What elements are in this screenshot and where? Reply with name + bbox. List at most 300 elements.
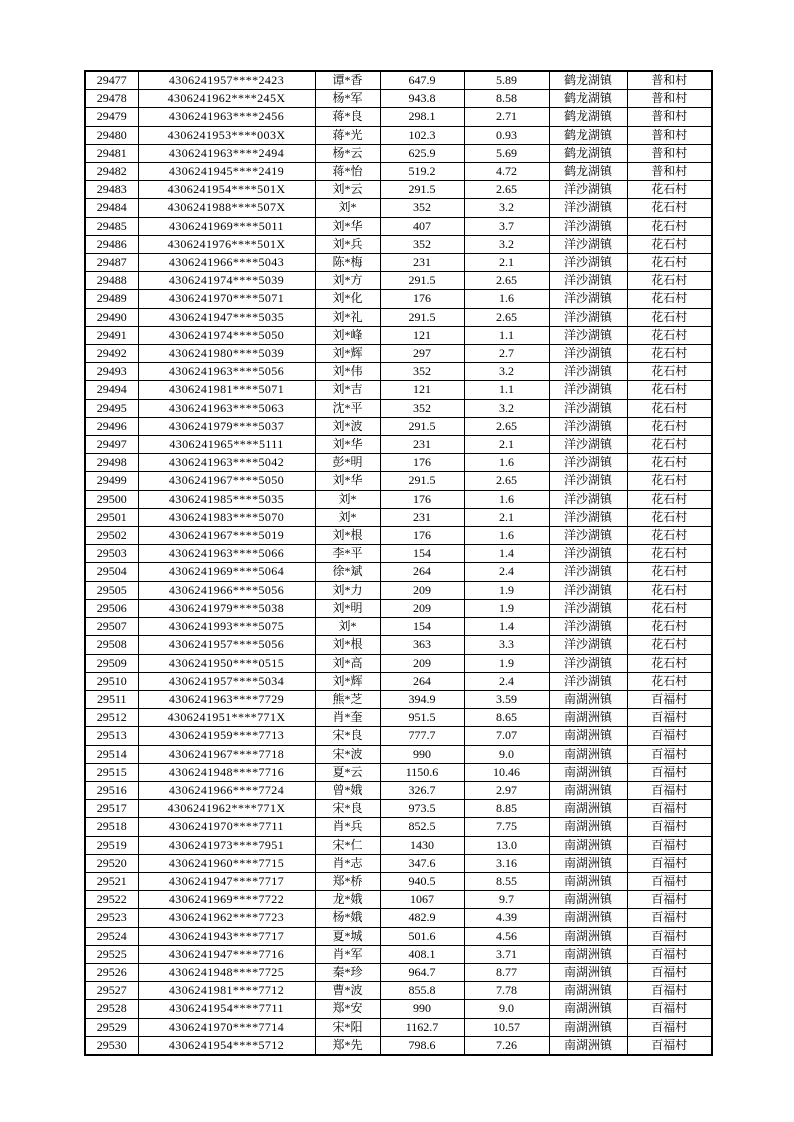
cell-town: 南湖洲镇 xyxy=(549,1036,627,1055)
cell-village: 百福村 xyxy=(627,745,712,763)
cell-seq-number: 29514 xyxy=(85,745,138,763)
cell-town: 洋沙湖镇 xyxy=(549,581,627,599)
table-row xyxy=(85,654,712,672)
cell-seq-number: 29491 xyxy=(85,326,138,344)
cell-amount: 394.9 xyxy=(380,690,464,708)
cell-amount: 1150.6 xyxy=(380,763,464,781)
cell-masked-id: 4306241943****7717 xyxy=(138,927,315,945)
cell-amount: 482.9 xyxy=(380,909,464,927)
cell-village: 普和村 xyxy=(627,163,712,181)
cell-seq-number: 29527 xyxy=(85,982,138,1000)
cell-quantity: 9.0 xyxy=(464,745,549,763)
cell-masked-id: 4306241979****5038 xyxy=(138,599,315,617)
cell-masked-id: 4306241981****5071 xyxy=(138,381,315,399)
cell-masked-name: 谭*香 xyxy=(315,71,380,90)
cell-amount: 408.1 xyxy=(380,945,464,963)
cell-masked-id: 4306241959****7713 xyxy=(138,727,315,745)
cell-village: 花石村 xyxy=(627,254,712,272)
cell-village: 花石村 xyxy=(627,363,712,381)
cell-amount: 176 xyxy=(380,490,464,508)
table-row xyxy=(85,345,712,363)
cell-seq-number: 29477 xyxy=(85,71,138,90)
cell-quantity: 3.3 xyxy=(464,636,549,654)
cell-masked-name: 刘*辉 xyxy=(315,345,380,363)
table-row xyxy=(85,1036,712,1055)
cell-amount: 964.7 xyxy=(380,963,464,981)
cell-masked-name: 曹*波 xyxy=(315,982,380,1000)
cell-masked-name: 夏*城 xyxy=(315,927,380,945)
cell-seq-number: 29498 xyxy=(85,454,138,472)
cell-seq-number: 29486 xyxy=(85,235,138,253)
cell-masked-id: 4306241947****5035 xyxy=(138,308,315,326)
cell-quantity: 5.89 xyxy=(464,71,549,90)
table-row xyxy=(85,472,712,490)
cell-seq-number: 29484 xyxy=(85,199,138,217)
cell-quantity: 1.9 xyxy=(464,581,549,599)
cell-amount: 501.6 xyxy=(380,927,464,945)
table-row xyxy=(85,181,712,199)
cell-town: 南湖洲镇 xyxy=(549,927,627,945)
table-row xyxy=(85,163,712,181)
cell-town: 洋沙湖镇 xyxy=(549,563,627,581)
cell-seq-number: 29506 xyxy=(85,599,138,617)
cell-village: 花石村 xyxy=(627,472,712,490)
cell-masked-id: 4306241953****003X xyxy=(138,126,315,144)
cell-masked-id: 4306241985****5035 xyxy=(138,490,315,508)
cell-masked-id: 4306241954****7711 xyxy=(138,1000,315,1018)
cell-masked-name: 陈*梅 xyxy=(315,254,380,272)
cell-amount: 176 xyxy=(380,527,464,545)
cell-masked-id: 4306241957****5056 xyxy=(138,636,315,654)
cell-quantity: 2.65 xyxy=(464,472,549,490)
cell-town: 洋沙湖镇 xyxy=(549,217,627,235)
cell-seq-number: 29524 xyxy=(85,927,138,945)
cell-village: 花石村 xyxy=(627,581,712,599)
cell-seq-number: 29513 xyxy=(85,727,138,745)
table-row xyxy=(85,963,712,981)
cell-quantity: 1.4 xyxy=(464,618,549,636)
cell-amount: 297 xyxy=(380,345,464,363)
cell-masked-id: 4306241963****2494 xyxy=(138,144,315,162)
cell-town: 洋沙湖镇 xyxy=(549,199,627,217)
cell-town: 洋沙湖镇 xyxy=(549,636,627,654)
cell-seq-number: 29487 xyxy=(85,254,138,272)
cell-masked-name: 宋*良 xyxy=(315,727,380,745)
cell-village: 花石村 xyxy=(627,199,712,217)
cell-seq-number: 29515 xyxy=(85,763,138,781)
cell-masked-name: 彭*明 xyxy=(315,454,380,472)
table-row xyxy=(85,1000,712,1018)
cell-masked-id: 4306241969****5011 xyxy=(138,217,315,235)
cell-masked-name: 秦*珍 xyxy=(315,963,380,981)
cell-masked-id: 4306241962****771X xyxy=(138,800,315,818)
cell-masked-name: 宋*仁 xyxy=(315,836,380,854)
cell-quantity: 4.56 xyxy=(464,927,549,945)
table-row xyxy=(85,254,712,272)
cell-amount: 973.5 xyxy=(380,800,464,818)
cell-masked-id: 4306241966****7724 xyxy=(138,781,315,799)
cell-masked-id: 4306241979****5037 xyxy=(138,417,315,435)
table-row xyxy=(85,399,712,417)
cell-amount: 154 xyxy=(380,618,464,636)
cell-amount: 1067 xyxy=(380,891,464,909)
cell-amount: 347.6 xyxy=(380,854,464,872)
cell-masked-id: 4306241963****7729 xyxy=(138,690,315,708)
cell-masked-id: 4306241963****2456 xyxy=(138,108,315,126)
cell-amount: 264 xyxy=(380,672,464,690)
cell-masked-id: 4306241963****5063 xyxy=(138,399,315,417)
cell-masked-name: 刘*伟 xyxy=(315,363,380,381)
cell-quantity: 8.65 xyxy=(464,709,549,727)
cell-quantity: 2.1 xyxy=(464,254,549,272)
cell-masked-name: 刘*云 xyxy=(315,181,380,199)
cell-seq-number: 29507 xyxy=(85,618,138,636)
cell-masked-id: 4306241962****245X xyxy=(138,90,315,108)
cell-town: 南湖洲镇 xyxy=(549,836,627,854)
cell-quantity: 2.97 xyxy=(464,781,549,799)
cell-masked-id: 4306241967****5019 xyxy=(138,527,315,545)
cell-masked-id: 4306241947****7717 xyxy=(138,872,315,890)
table-row xyxy=(85,745,712,763)
cell-masked-id: 4306241954****5712 xyxy=(138,1036,315,1055)
cell-quantity: 7.26 xyxy=(464,1036,549,1055)
cell-village: 百福村 xyxy=(627,891,712,909)
cell-seq-number: 29481 xyxy=(85,144,138,162)
cell-village: 百福村 xyxy=(627,1036,712,1055)
cell-village: 花石村 xyxy=(627,563,712,581)
table-row xyxy=(85,235,712,253)
cell-masked-name: 刘*明 xyxy=(315,599,380,617)
cell-masked-id: 4306241950****0515 xyxy=(138,654,315,672)
table-row xyxy=(85,872,712,890)
cell-town: 洋沙湖镇 xyxy=(549,363,627,381)
cell-masked-name: 刘*礼 xyxy=(315,308,380,326)
cell-masked-id: 4306241973****7951 xyxy=(138,836,315,854)
cell-seq-number: 29500 xyxy=(85,490,138,508)
cell-masked-name: 刘*根 xyxy=(315,636,380,654)
cell-village: 花石村 xyxy=(627,381,712,399)
cell-amount: 363 xyxy=(380,636,464,654)
cell-amount: 1162.7 xyxy=(380,1018,464,1036)
cell-masked-name: 熊*芝 xyxy=(315,690,380,708)
cell-town: 洋沙湖镇 xyxy=(549,326,627,344)
cell-town: 南湖洲镇 xyxy=(549,800,627,818)
cell-quantity: 1.1 xyxy=(464,326,549,344)
cell-village: 百福村 xyxy=(627,690,712,708)
cell-masked-id: 4306241948****7725 xyxy=(138,963,315,981)
cell-town: 南湖洲镇 xyxy=(549,818,627,836)
table-row xyxy=(85,581,712,599)
cell-village: 花石村 xyxy=(627,217,712,235)
table-row xyxy=(85,217,712,235)
cell-masked-id: 4306241947****7716 xyxy=(138,945,315,963)
cell-seq-number: 29516 xyxy=(85,781,138,799)
cell-town: 洋沙湖镇 xyxy=(549,399,627,417)
cell-masked-name: 刘* xyxy=(315,199,380,217)
cell-masked-name: 郑*桥 xyxy=(315,872,380,890)
cell-quantity: 9.7 xyxy=(464,891,549,909)
cell-village: 百福村 xyxy=(627,781,712,799)
cell-quantity: 1.6 xyxy=(464,527,549,545)
cell-amount: 102.3 xyxy=(380,126,464,144)
cell-amount: 231 xyxy=(380,436,464,454)
cell-town: 鹤龙湖镇 xyxy=(549,71,627,90)
cell-town: 洋沙湖镇 xyxy=(549,654,627,672)
cell-seq-number: 29496 xyxy=(85,417,138,435)
cell-village: 花石村 xyxy=(627,399,712,417)
cell-masked-name: 刘* xyxy=(315,508,380,526)
table-row xyxy=(85,199,712,217)
cell-quantity: 1.6 xyxy=(464,290,549,308)
cell-masked-name: 肖*奎 xyxy=(315,709,380,727)
cell-quantity: 10.46 xyxy=(464,763,549,781)
cell-town: 鹤龙湖镇 xyxy=(549,163,627,181)
table-row xyxy=(85,144,712,162)
cell-masked-name: 肖*志 xyxy=(315,854,380,872)
cell-village: 百福村 xyxy=(627,927,712,945)
cell-quantity: 1.9 xyxy=(464,599,549,617)
cell-village: 普和村 xyxy=(627,126,712,144)
cell-seq-number: 29519 xyxy=(85,836,138,854)
cell-masked-id: 4306241966****5056 xyxy=(138,581,315,599)
cell-village: 百福村 xyxy=(627,836,712,854)
cell-town: 洋沙湖镇 xyxy=(549,672,627,690)
cell-seq-number: 29530 xyxy=(85,1036,138,1055)
cell-masked-id: 4306241963****5066 xyxy=(138,545,315,563)
cell-seq-number: 29510 xyxy=(85,672,138,690)
cell-amount: 352 xyxy=(380,199,464,217)
table-row xyxy=(85,363,712,381)
cell-village: 花石村 xyxy=(627,654,712,672)
cell-quantity: 7.75 xyxy=(464,818,549,836)
cell-seq-number: 29489 xyxy=(85,290,138,308)
cell-town: 洋沙湖镇 xyxy=(549,181,627,199)
cell-amount: 231 xyxy=(380,508,464,526)
cell-seq-number: 29528 xyxy=(85,1000,138,1018)
cell-village: 百福村 xyxy=(627,854,712,872)
cell-masked-id: 4306241951****771X xyxy=(138,709,315,727)
table-row xyxy=(85,709,712,727)
cell-town: 南湖洲镇 xyxy=(549,709,627,727)
cell-quantity: 7.07 xyxy=(464,727,549,745)
cell-village: 普和村 xyxy=(627,108,712,126)
cell-amount: 647.9 xyxy=(380,71,464,90)
cell-amount: 519.2 xyxy=(380,163,464,181)
cell-seq-number: 29526 xyxy=(85,963,138,981)
cell-quantity: 8.77 xyxy=(464,963,549,981)
cell-village: 花石村 xyxy=(627,417,712,435)
cell-quantity: 1.1 xyxy=(464,381,549,399)
cell-quantity: 0.93 xyxy=(464,126,549,144)
cell-seq-number: 29482 xyxy=(85,163,138,181)
cell-masked-name: 刘*华 xyxy=(315,217,380,235)
cell-village: 花石村 xyxy=(627,290,712,308)
cell-village: 百福村 xyxy=(627,709,712,727)
cell-masked-id: 4306241948****7716 xyxy=(138,763,315,781)
cell-masked-id: 4306241976****501X xyxy=(138,235,315,253)
cell-masked-name: 蒋*光 xyxy=(315,126,380,144)
cell-amount: 326.7 xyxy=(380,781,464,799)
cell-village: 花石村 xyxy=(627,672,712,690)
cell-village: 花石村 xyxy=(627,272,712,290)
cell-amount: 291.5 xyxy=(380,417,464,435)
cell-seq-number: 29517 xyxy=(85,800,138,818)
cell-masked-name: 刘* xyxy=(315,618,380,636)
cell-amount: 777.7 xyxy=(380,727,464,745)
table-row xyxy=(85,690,712,708)
table-row xyxy=(85,636,712,654)
cell-town: 洋沙湖镇 xyxy=(549,417,627,435)
cell-quantity: 2.71 xyxy=(464,108,549,126)
cell-amount: 209 xyxy=(380,581,464,599)
cell-quantity: 3.16 xyxy=(464,854,549,872)
cell-town: 南湖洲镇 xyxy=(549,1018,627,1036)
table-row xyxy=(85,891,712,909)
cell-masked-id: 4306241974****5050 xyxy=(138,326,315,344)
cell-masked-name: 曾*娥 xyxy=(315,781,380,799)
cell-amount: 625.9 xyxy=(380,144,464,162)
table-row xyxy=(85,545,712,563)
cell-quantity: 3.2 xyxy=(464,399,549,417)
cell-masked-id: 4306241969****5064 xyxy=(138,563,315,581)
cell-town: 南湖洲镇 xyxy=(549,872,627,890)
cell-town: 南湖洲镇 xyxy=(549,982,627,1000)
cell-town: 洋沙湖镇 xyxy=(549,254,627,272)
cell-masked-id: 4306241963****5042 xyxy=(138,454,315,472)
cell-seq-number: 29508 xyxy=(85,636,138,654)
cell-masked-name: 刘*方 xyxy=(315,272,380,290)
cell-quantity: 2.7 xyxy=(464,345,549,363)
cell-town: 洋沙湖镇 xyxy=(549,272,627,290)
cell-amount: 154 xyxy=(380,545,464,563)
table-row xyxy=(85,90,712,108)
cell-town: 洋沙湖镇 xyxy=(549,436,627,454)
cell-masked-name: 刘*高 xyxy=(315,654,380,672)
cell-town: 洋沙湖镇 xyxy=(549,472,627,490)
cell-amount: 352 xyxy=(380,235,464,253)
cell-town: 南湖洲镇 xyxy=(549,745,627,763)
cell-seq-number: 29509 xyxy=(85,654,138,672)
cell-seq-number: 29521 xyxy=(85,872,138,890)
cell-masked-id: 4306241967****7718 xyxy=(138,745,315,763)
cell-village: 花石村 xyxy=(627,636,712,654)
table-row xyxy=(85,727,712,745)
table-row xyxy=(85,945,712,963)
cell-masked-name: 宋*波 xyxy=(315,745,380,763)
cell-amount: 291.5 xyxy=(380,181,464,199)
cell-town: 洋沙湖镇 xyxy=(549,345,627,363)
table-row xyxy=(85,508,712,526)
cell-village: 百福村 xyxy=(627,945,712,963)
cell-masked-id: 4306241965****5111 xyxy=(138,436,315,454)
table-row xyxy=(85,108,712,126)
cell-quantity: 8.58 xyxy=(464,90,549,108)
cell-amount: 943.8 xyxy=(380,90,464,108)
cell-amount: 176 xyxy=(380,454,464,472)
cell-quantity: 9.0 xyxy=(464,1000,549,1018)
cell-masked-name: 刘* xyxy=(315,490,380,508)
table-row xyxy=(85,1018,712,1036)
cell-masked-id: 4306241981****7712 xyxy=(138,982,315,1000)
cell-amount: 990 xyxy=(380,1000,464,1018)
table-row xyxy=(85,854,712,872)
cell-town: 南湖洲镇 xyxy=(549,727,627,745)
cell-amount: 407 xyxy=(380,217,464,235)
cell-village: 花石村 xyxy=(627,599,712,617)
cell-masked-name: 蒋*怡 xyxy=(315,163,380,181)
cell-masked-name: 刘*峰 xyxy=(315,326,380,344)
cell-village: 百福村 xyxy=(627,1018,712,1036)
table-body xyxy=(85,71,712,1055)
cell-village: 百福村 xyxy=(627,1000,712,1018)
cell-masked-name: 刘*华 xyxy=(315,472,380,490)
table-row xyxy=(85,71,712,90)
cell-village: 花石村 xyxy=(627,436,712,454)
cell-town: 洋沙湖镇 xyxy=(549,618,627,636)
table-row xyxy=(85,326,712,344)
cell-seq-number: 29501 xyxy=(85,508,138,526)
cell-seq-number: 29495 xyxy=(85,399,138,417)
cell-masked-name: 肖*兵 xyxy=(315,818,380,836)
cell-seq-number: 29504 xyxy=(85,563,138,581)
cell-seq-number: 29520 xyxy=(85,854,138,872)
cell-village: 普和村 xyxy=(627,71,712,90)
table-row xyxy=(85,818,712,836)
cell-masked-id: 4306241988****507X xyxy=(138,199,315,217)
table-row xyxy=(85,781,712,799)
cell-town: 南湖洲镇 xyxy=(549,963,627,981)
records-table xyxy=(84,70,713,1056)
table-row xyxy=(85,763,712,781)
cell-village: 花石村 xyxy=(627,181,712,199)
cell-masked-id: 4306241980****5039 xyxy=(138,345,315,363)
cell-quantity: 1.6 xyxy=(464,490,549,508)
cell-masked-name: 郑*先 xyxy=(315,1036,380,1055)
cell-masked-id: 4306241962****7723 xyxy=(138,909,315,927)
cell-seq-number: 29502 xyxy=(85,527,138,545)
cell-amount: 291.5 xyxy=(380,272,464,290)
cell-seq-number: 29494 xyxy=(85,381,138,399)
table-row xyxy=(85,527,712,545)
cell-village: 百福村 xyxy=(627,909,712,927)
cell-village: 花石村 xyxy=(627,618,712,636)
cell-amount: 264 xyxy=(380,563,464,581)
cell-masked-name: 刘*根 xyxy=(315,527,380,545)
cell-quantity: 3.2 xyxy=(464,363,549,381)
cell-amount: 231 xyxy=(380,254,464,272)
table-row xyxy=(85,599,712,617)
cell-town: 南湖洲镇 xyxy=(549,763,627,781)
cell-quantity: 13.0 xyxy=(464,836,549,854)
table-row xyxy=(85,800,712,818)
cell-masked-name: 宋*阳 xyxy=(315,1018,380,1036)
cell-village: 花石村 xyxy=(627,545,712,563)
cell-masked-id: 4306241969****7722 xyxy=(138,891,315,909)
cell-masked-id: 4306241966****5043 xyxy=(138,254,315,272)
cell-seq-number: 29478 xyxy=(85,90,138,108)
cell-masked-name: 蒋*良 xyxy=(315,108,380,126)
cell-seq-number: 29480 xyxy=(85,126,138,144)
cell-village: 花石村 xyxy=(627,308,712,326)
cell-masked-name: 肖*军 xyxy=(315,945,380,963)
cell-seq-number: 29512 xyxy=(85,709,138,727)
cell-quantity: 2.65 xyxy=(464,272,549,290)
cell-amount: 951.5 xyxy=(380,709,464,727)
cell-village: 花石村 xyxy=(627,326,712,344)
cell-masked-name: 郑*安 xyxy=(315,1000,380,1018)
cell-masked-id: 4306241954****501X xyxy=(138,181,315,199)
cell-quantity: 2.4 xyxy=(464,563,549,581)
